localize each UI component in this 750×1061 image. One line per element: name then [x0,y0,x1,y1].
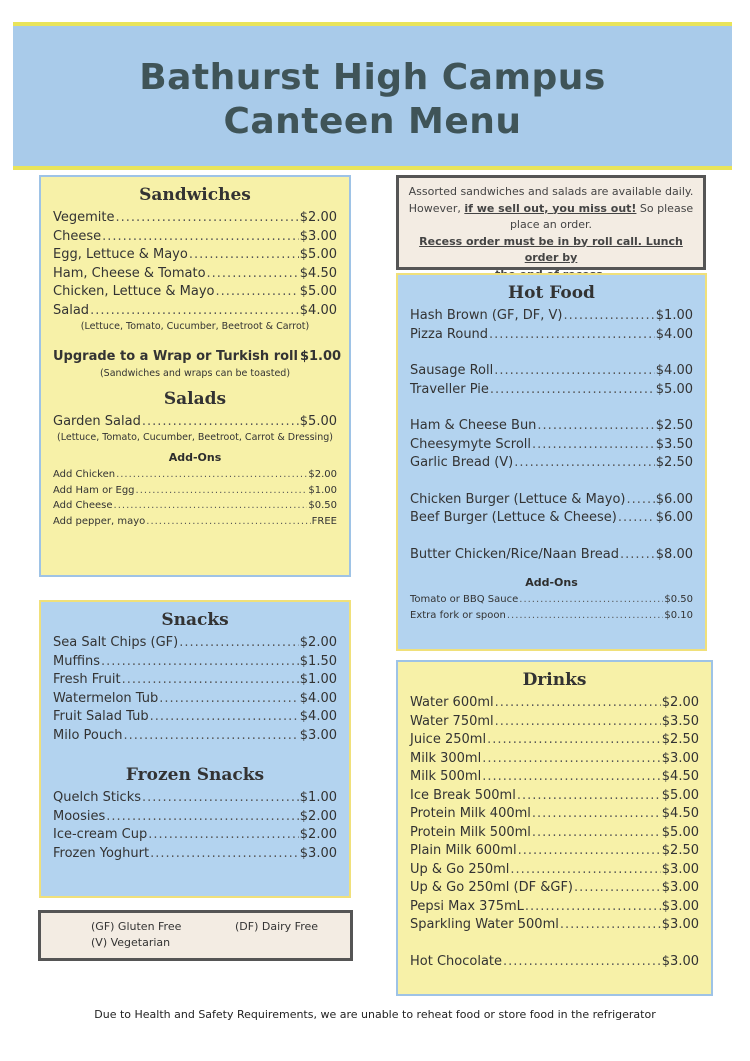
leader-dots [207,265,299,284]
item-price: $5.00 [661,824,699,840]
leader-dots [136,483,308,499]
menu-item-row [410,842,699,861]
item-price: $3.50 [655,436,693,452]
leader-dots [532,824,661,843]
leader-dots [510,861,660,880]
hot-food-group [410,491,693,528]
item-price: $4.00 [299,302,337,318]
item-price: $1.00 [655,308,693,323]
item-price: $3.00 [661,917,699,932]
menu-item-row [53,690,337,709]
item-name: Sea Salt Chips (GF) [53,635,179,650]
leader-dots [487,731,661,750]
menu-item-row [53,283,337,302]
toast-note: (Sandwiches and wraps can be toasted) [99,367,291,379]
upgrade-row-wrap [53,348,342,367]
hot-chocolate-wrap [410,953,699,972]
item-name: Sausage Roll [410,363,494,378]
menu-item-row [410,898,699,917]
item-name: Beef Burger (Lettuce & Cheese) [410,510,617,525]
item-name: Chicken, Lettuce & Mayo [53,284,215,299]
item-price: $2.00 [661,695,699,710]
sandwiches-salads-panel [39,175,351,577]
item-name: Hash Brown (GF, DF, V) [410,308,563,323]
leader-dots [106,808,299,827]
sandwiches-list [53,209,337,320]
leader-dots [101,653,299,672]
item-price: FREE [311,515,337,527]
item-price: $2.00 [308,469,337,480]
item-price: $2.50 [655,455,693,470]
garden-salad-note: (Lettuce, Tomato, Cucumber, Beetroot, Carrot & Dressing) [57,432,333,443]
menu-header [13,22,732,170]
item-name: Hot Chocolate [410,953,503,969]
item-price: $3.00 [661,898,699,914]
item-name: Quelch Sticks [53,790,142,805]
item-name: Ice Break 500ml [410,787,516,803]
leader-dots [159,690,299,709]
hot-food-group [410,417,693,473]
menu-item-row [53,634,337,653]
leader-dots [150,708,299,727]
item-name: Up & Go 250ml [410,861,510,877]
item-name: Tomato or BBQ Sauce [410,594,519,605]
leader-dots [489,326,655,345]
hot-food-addons-list [410,592,693,623]
menu-item-row [410,381,693,400]
item-name: Up & Go 250ml (DF &GF) [410,880,574,895]
footer-disclaimer: Due to Health and Safety Requirements, we are unable to reheat food or store food in the refrigerator [94,1008,656,1021]
item-price: $2.00 [299,827,337,842]
item-name: Milo Pouch [53,727,123,743]
item-name: Egg, Lettuce & Mayo [53,247,188,262]
leader-dots [503,953,661,972]
sandwiches-title: Sandwiches [139,185,251,205]
item-name: Extra fork or spoon [410,609,506,621]
leader-dots [114,498,308,514]
item-price: $6.00 [655,491,693,507]
drinks-panel [396,660,713,996]
leader-dots [150,845,299,864]
notice-line-3: place an order. [509,218,593,231]
item-name: Protein Milk 400ml [410,806,531,821]
item-name: Ice-cream Cup [53,827,148,842]
item-name: Fresh Fruit [53,672,121,687]
item-price: $2.50 [661,843,699,858]
leader-dots [574,879,661,898]
notice-text: However, [408,201,465,215]
menu-item-row [410,916,699,935]
item-price: $3.00 [661,750,699,766]
leader-dots [517,787,661,806]
menu-item-row [53,789,337,808]
item-price: $1.00 [299,349,342,364]
legend-row [91,919,336,935]
leader-dots [146,514,310,530]
item-name: Upgrade to a Wrap or Turkish roll [53,349,298,364]
menu-item-row [410,731,699,750]
item-price: $2.00 [299,808,337,824]
item-name: Butter Chicken/Rice/Naan Bread [410,546,619,562]
item-price: $5.00 [299,413,337,429]
item-name: Juice 250ml [410,732,487,747]
item-name: Water 600ml [410,695,494,710]
legend-gluten-free: (GF) Gluten Free [91,920,182,933]
menu-item-row [53,826,337,845]
menu-item-row [410,417,693,436]
leader-dots [482,750,661,769]
menu-item-row [410,953,699,972]
frozen-snacks-title: Frozen Snacks [125,765,265,785]
leader-dots [179,634,299,653]
drinks-title: Drinks [522,670,587,690]
item-name: Add Ham or Egg [53,484,135,496]
menu-item-row [53,209,337,228]
leader-dots [122,671,299,690]
menu-item-row [410,750,699,769]
item-name: Add Cheese [53,500,113,511]
dietary-legend [38,910,353,961]
leader-dots [494,362,655,381]
item-name: Milk 500ml [410,769,482,784]
menu-item-row [410,592,693,608]
leader-dots [102,228,299,247]
item-name: Vegemite [53,210,115,225]
item-name: Garden Salad [53,413,141,429]
notice-text: So please [636,201,694,215]
hot-food-groups [410,307,693,564]
menu-item-row [410,326,693,345]
item-name: Pizza Round [410,326,489,342]
menu-item-row [410,694,699,713]
menu-item-row [410,491,693,510]
menu-item-row [53,845,337,864]
menu-item-row [53,302,337,321]
item-price: $1.50 [299,653,337,669]
menu-item-row [53,483,337,499]
item-name: Water 750ml [410,713,494,729]
item-price: $1.00 [308,484,337,496]
item-price: $3.00 [299,727,337,743]
item-price: $2.00 [299,635,337,650]
leader-dots [116,467,307,483]
menu-item-row [53,413,337,432]
item-name: Ham & Cheese Bun [410,418,537,433]
leader-dots [482,768,661,787]
hot-food-group [410,307,693,344]
item-name: Moosies [53,808,106,824]
item-name: Milk 300ml [410,750,482,766]
notice-emphasis: if we sell out, you miss out! [464,201,637,215]
item-price: $2.00 [299,210,337,225]
menu-item-row [410,879,699,898]
item-price: $3.00 [299,845,337,861]
legend-dairy-free: (DF) Dairy Free [235,920,319,933]
item-price: $4.50 [661,769,699,784]
leader-dots [142,413,299,432]
item-name: Garlic Bread (V) [410,455,514,470]
upgrade-row [53,348,342,367]
frozen-snacks-list [53,789,337,863]
item-price: $3.00 [299,228,337,244]
item-price: $4.00 [299,709,337,724]
leader-dots [626,491,654,510]
salads-list [53,413,337,432]
item-name: Sparkling Water 500ml [410,917,559,932]
item-price: $6.00 [655,510,693,525]
item-name: Muffins [53,653,101,669]
menu-item-row [53,228,337,247]
item-price: $4.00 [299,690,337,706]
menu-item-row [53,808,337,827]
item-name: Chicken Burger (Lettuce & Mayo) [410,491,626,507]
hot-food-panel [396,273,707,651]
salad-addons-title: Add-Ons [168,451,222,464]
menu-item-row [410,509,693,528]
item-price: $3.00 [661,953,699,969]
salad-addons-list [53,467,337,529]
hot-food-addons-title: Add-Ons [525,576,578,589]
item-price: $2.50 [655,418,693,433]
menu-item-row [410,307,693,326]
menu-item-row [53,467,337,483]
menu-item-row [53,653,337,672]
item-price: $3.00 [661,861,699,877]
item-name: Protein Milk 500ml [410,824,531,840]
item-name: Watermelon Tub [53,690,159,706]
menu-item-row [410,454,693,473]
menu-item-row [53,708,337,727]
leader-dots [90,302,299,321]
item-price: $4.50 [299,265,337,281]
item-price: $0.50 [664,594,693,605]
leader-dots [620,546,655,565]
menu-item-row [410,768,699,787]
item-name: Fruit Salad Tub [53,709,149,724]
page-title: Bathurst High Campus [139,57,606,98]
legend-vegetarian: (V) Vegetarian [91,936,171,949]
menu-item-row [410,436,693,455]
order-notice [396,175,706,270]
item-name: Cheesymyte Scroll [410,436,531,452]
hot-food-title: Hot Food [508,283,595,303]
hot-food-group [410,362,693,399]
item-price: $4.00 [655,326,693,342]
item-price: $1.00 [299,672,337,687]
leader-dots [507,608,664,624]
item-name: Add pepper, mayo [53,515,146,527]
menu-item-row [53,671,337,690]
leader-dots [116,209,299,228]
leader-dots [189,246,299,265]
drinks-list [410,694,699,935]
menu-item-row [410,546,693,565]
item-price: $4.50 [661,806,699,821]
item-name: Traveller Pie [410,381,489,397]
leader-dots [525,898,661,917]
snacks-panel [39,600,351,898]
item-price: $0.50 [308,500,337,511]
snacks-list [53,634,337,745]
item-name: Pepsi Max 375mL [410,898,524,914]
item-price: $5.00 [661,787,699,803]
leader-dots [123,727,298,746]
item-price: $1.00 [299,790,337,805]
salads-title: Salads [163,388,227,409]
leader-dots [514,454,655,473]
notice-line-2 [407,201,695,218]
page-subtitle: Canteen Menu [223,101,522,142]
salad-ingredients-note: (Lettuce, Tomato, Cucumber, Beetroot & Carrot) [80,321,310,332]
item-price: $3.00 [661,880,699,895]
item-name: Ham, Cheese & Tomato [53,265,206,281]
leader-dots [560,916,661,935]
menu-item-row [410,362,693,381]
item-name: Cheese [53,228,102,244]
leader-dots [495,713,661,732]
notice-line-1: Assorted sandwiches and salads are available daily. [408,185,694,198]
menu-item-row [410,713,699,732]
item-price: $4.00 [655,363,693,378]
menu-item-row [53,498,337,514]
item-name: Frozen Yoghurt [53,845,150,861]
menu-item-row [410,787,699,806]
menu-item-row [410,608,693,624]
snacks-title: Snacks [161,610,229,630]
menu-item-row [53,265,337,284]
leader-dots [532,805,661,824]
leader-dots [532,436,655,455]
item-price: $0.10 [664,609,693,621]
item-price: $3.50 [661,713,699,729]
menu-item-row [53,727,337,746]
item-name: Plain Milk 600ml [410,843,517,858]
item-price: $5.00 [655,381,693,397]
leader-dots [215,283,298,302]
leader-dots [563,307,654,326]
item-price: $8.00 [655,546,693,562]
item-price: $5.00 [299,284,337,299]
leader-dots [519,592,663,608]
menu-item-row [410,805,699,824]
leader-dots [618,509,655,528]
item-price: $2.50 [661,732,699,747]
leader-dots [537,417,654,436]
item-name: Add Chicken [53,469,116,480]
leader-dots [490,381,655,400]
leader-dots [495,694,661,713]
menu-item-row [410,824,699,843]
leader-dots [142,789,299,808]
item-price: $5.00 [299,247,337,262]
item-name: Salad [53,302,90,318]
leader-dots [518,842,661,861]
leader-dots [148,826,299,845]
menu-item-row [53,514,337,530]
menu-item-row [410,861,699,880]
hot-food-group [410,546,693,565]
menu-item-row [53,246,337,265]
notice-line-4: Recess order must be in by roll call. Lunch order by [419,234,683,264]
